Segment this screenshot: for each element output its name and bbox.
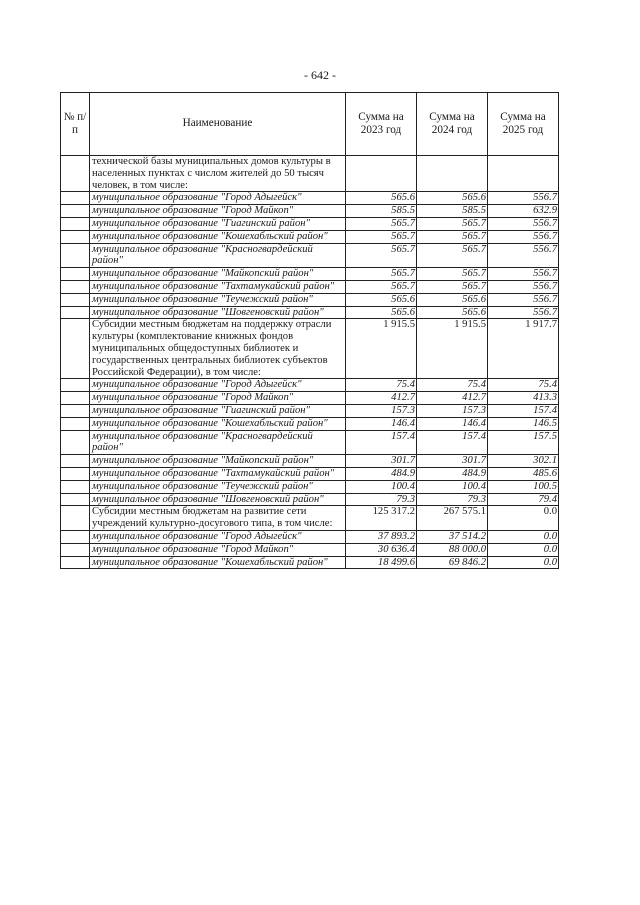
value-2025: 556.7 — [488, 192, 559, 205]
row-number-cell — [61, 243, 90, 268]
row-number-cell — [61, 230, 90, 243]
value-2025: 413.3 — [488, 392, 559, 405]
row-name: муниципальное образование "Кошехабльский район" — [90, 556, 346, 569]
value-2023: 75.4 — [346, 379, 417, 392]
value-2023: 1 915.5 — [346, 319, 417, 379]
row-number-cell — [61, 430, 90, 455]
row-name: муниципальное образование "Шовгеновский район" — [90, 493, 346, 506]
value-2023: 565.6 — [346, 306, 417, 319]
value-2025: 632.9 — [488, 205, 559, 218]
value-2023 — [346, 156, 417, 192]
value-2023: 565.7 — [346, 268, 417, 281]
value-2025: 0.0 — [488, 530, 559, 543]
row-name: муниципальное образование "Майкопский район" — [90, 455, 346, 468]
row-number-cell — [61, 506, 90, 531]
value-2025: 1 917.7 — [488, 319, 559, 379]
table-row — [61, 306, 559, 319]
row-name: муниципальное образование "Красногвардейский район" — [90, 430, 346, 455]
header-2023: Сумма на 2023 год — [346, 93, 417, 156]
table-row — [61, 293, 559, 306]
header-name: Наименование — [90, 93, 346, 156]
value-2024: 565.6 — [417, 293, 488, 306]
row-number-cell — [61, 556, 90, 569]
row-number-cell — [61, 217, 90, 230]
table-body — [61, 156, 559, 569]
value-2024: 565.7 — [417, 280, 488, 293]
value-2023: 565.7 — [346, 230, 417, 243]
table-row — [61, 556, 559, 569]
table-row — [61, 404, 559, 417]
value-2024: 1 915.5 — [417, 319, 488, 379]
value-2024: 565.7 — [417, 217, 488, 230]
value-2025: 100.5 — [488, 480, 559, 493]
section-row — [61, 319, 559, 379]
value-2024: 157.3 — [417, 404, 488, 417]
header-num: № п/п — [61, 93, 90, 156]
value-2024 — [417, 156, 488, 192]
row-name: муниципальное образование "Гиагинский район" — [90, 404, 346, 417]
table-row — [61, 280, 559, 293]
row-number-cell — [61, 493, 90, 506]
value-2024: 301.7 — [417, 455, 488, 468]
row-name: Субсидии местным бюджетам на развитие сети учреждений культурно-досугового типа, в том числе: — [90, 506, 346, 531]
value-2025: 556.7 — [488, 268, 559, 281]
row-number-cell — [61, 293, 90, 306]
value-2024: 565.6 — [417, 306, 488, 319]
value-2024: 565.7 — [417, 230, 488, 243]
row-name: Субсидии местным бюджетам на поддержку отрасли культуры (комплектование книжных фондов муниципальных общедоступных библиотек и государственных центральных библиотек субъектов Российской Федерации), в том числе: — [90, 319, 346, 379]
table-row — [61, 480, 559, 493]
row-number-cell — [61, 156, 90, 192]
row-name: муниципальное образование "Город Майкоп" — [90, 205, 346, 218]
value-2025: 556.7 — [488, 293, 559, 306]
row-number-cell — [61, 392, 90, 405]
table-row — [61, 392, 559, 405]
value-2023: 157.4 — [346, 430, 417, 455]
row-number-cell — [61, 404, 90, 417]
header-2025: Сумма на 2025 год — [488, 93, 559, 156]
value-2023: 484.9 — [346, 467, 417, 480]
row-name: муниципальное образование "Тахтамукайский район" — [90, 280, 346, 293]
row-name: муниципальное образование "Город Адыгейск" — [90, 379, 346, 392]
section-row — [61, 506, 559, 531]
value-2023: 565.7 — [346, 280, 417, 293]
value-2025: 75.4 — [488, 379, 559, 392]
value-2023: 30 636.4 — [346, 543, 417, 556]
value-2023: 146.4 — [346, 417, 417, 430]
row-name: муниципальное образование "Город Майкоп" — [90, 392, 346, 405]
value-2025: 556.7 — [488, 306, 559, 319]
row-number-cell — [61, 268, 90, 281]
row-name: муниципальное образование "Город Адыгейск" — [90, 530, 346, 543]
table-row — [61, 493, 559, 506]
value-2025: 157.4 — [488, 404, 559, 417]
value-2025: 556.7 — [488, 280, 559, 293]
value-2024: 565.7 — [417, 268, 488, 281]
row-name: технической базы муниципальных домов культуры в населенных пунктах с числом жителей до 50 тысяч человек, в том числе: — [90, 156, 346, 192]
row-name: муниципальное образование "Кошехабльский район" — [90, 417, 346, 430]
value-2024: 157.4 — [417, 430, 488, 455]
section-row — [61, 156, 559, 192]
row-name: муниципальное образование "Гиагинский район" — [90, 217, 346, 230]
table-row — [61, 467, 559, 480]
value-2025: 556.7 — [488, 217, 559, 230]
value-2023: 18 499.6 — [346, 556, 417, 569]
value-2024: 37 514.2 — [417, 530, 488, 543]
budget-table — [60, 92, 559, 569]
value-2023: 100.4 — [346, 480, 417, 493]
table-row — [61, 230, 559, 243]
value-2024: 565.6 — [417, 192, 488, 205]
value-2023: 565.7 — [346, 243, 417, 268]
value-2025: 0.0 — [488, 556, 559, 569]
row-name: муниципальное образование "Красногвардейский район" — [90, 243, 346, 268]
row-number-cell — [61, 543, 90, 556]
value-2024: 412.7 — [417, 392, 488, 405]
value-2025: 0.0 — [488, 543, 559, 556]
value-2025 — [488, 156, 559, 192]
value-2024: 79.3 — [417, 493, 488, 506]
table-row — [61, 379, 559, 392]
row-number-cell — [61, 455, 90, 468]
value-2024: 484.9 — [417, 467, 488, 480]
table-row — [61, 192, 559, 205]
row-name: муниципальное образование "Теучежский район" — [90, 293, 346, 306]
value-2025: 302.1 — [488, 455, 559, 468]
table-header-row — [61, 93, 559, 156]
row-name: муниципальное образование "Город Адыгейск" — [90, 192, 346, 205]
row-number-cell — [61, 530, 90, 543]
value-2024: 585.5 — [417, 205, 488, 218]
row-name: муниципальное образование "Город Майкоп" — [90, 543, 346, 556]
header-2024: Сумма на 2024 год — [417, 93, 488, 156]
value-2024: 75.4 — [417, 379, 488, 392]
row-number-cell — [61, 467, 90, 480]
row-number-cell — [61, 417, 90, 430]
value-2025: 556.7 — [488, 243, 559, 268]
row-number-cell — [61, 319, 90, 379]
table-row — [61, 268, 559, 281]
row-number-cell — [61, 306, 90, 319]
value-2023: 565.6 — [346, 293, 417, 306]
value-2024: 88 000.0 — [417, 543, 488, 556]
value-2023: 79.3 — [346, 493, 417, 506]
row-name: муниципальное образование "Кошехабльский район" — [90, 230, 346, 243]
value-2025: 485.6 — [488, 467, 559, 480]
value-2023: 301.7 — [346, 455, 417, 468]
row-name: муниципальное образование "Теучежский район" — [90, 480, 346, 493]
table-row — [61, 205, 559, 218]
table-row — [61, 243, 559, 268]
value-2024: 267 575.1 — [417, 506, 488, 531]
row-name: муниципальное образование "Шовгеновский район" — [90, 306, 346, 319]
table-row — [61, 417, 559, 430]
value-2023: 565.7 — [346, 217, 417, 230]
value-2024: 146.4 — [417, 417, 488, 430]
value-2023: 585.5 — [346, 205, 417, 218]
table-row — [61, 530, 559, 543]
table-row — [61, 430, 559, 455]
value-2023: 157.3 — [346, 404, 417, 417]
value-2025: 146.5 — [488, 417, 559, 430]
row-number-cell — [61, 379, 90, 392]
table-row — [61, 455, 559, 468]
value-2023: 125 317.2 — [346, 506, 417, 531]
row-number-cell — [61, 192, 90, 205]
row-name: муниципальное образование "Майкопский район" — [90, 268, 346, 281]
value-2024: 69 846.2 — [417, 556, 488, 569]
table-row — [61, 217, 559, 230]
value-2025: 157.5 — [488, 430, 559, 455]
value-2025: 0.0 — [488, 506, 559, 531]
row-number-cell — [61, 280, 90, 293]
table-row — [61, 543, 559, 556]
value-2025: 79.4 — [488, 493, 559, 506]
value-2025: 556.7 — [488, 230, 559, 243]
value-2023: 37 893.2 — [346, 530, 417, 543]
row-number-cell — [61, 480, 90, 493]
value-2024: 565.7 — [417, 243, 488, 268]
value-2024: 100.4 — [417, 480, 488, 493]
row-number-cell — [61, 205, 90, 218]
page-number: - 642 - — [304, 68, 336, 82]
value-2023: 565.6 — [346, 192, 417, 205]
value-2023: 412.7 — [346, 392, 417, 405]
row-name: муниципальное образование "Тахтамукайский район" — [90, 467, 346, 480]
